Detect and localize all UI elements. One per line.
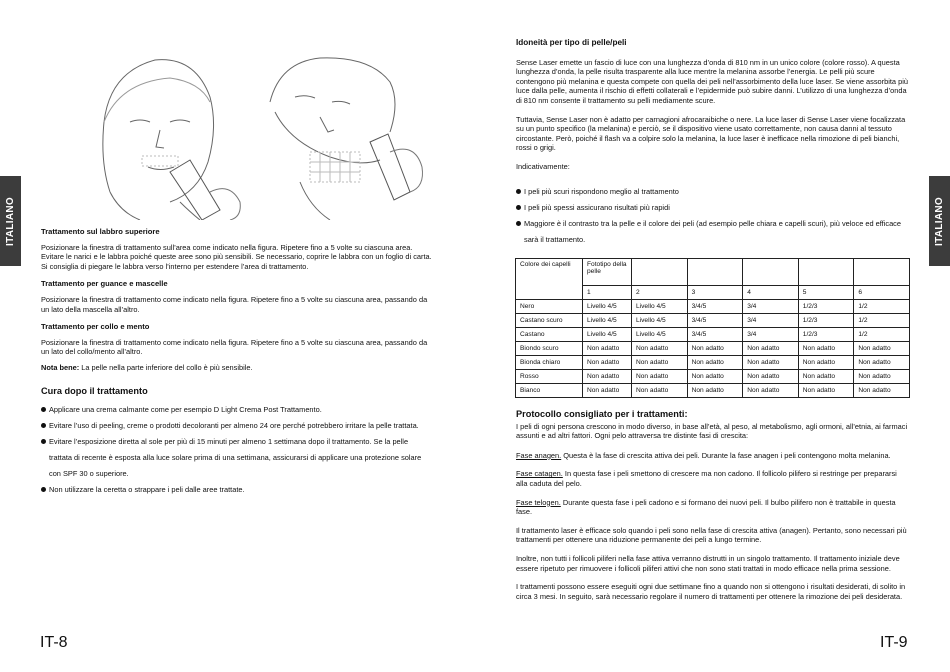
section-neck-chin — [41, 322, 433, 357]
suitability-cell: Non adatto — [632, 370, 688, 384]
phototype-cell: 1 — [583, 286, 632, 300]
table-row — [516, 300, 910, 314]
section-heading: Trattamento per guance e mascelle — [41, 279, 168, 289]
table-row — [516, 328, 910, 342]
phase-telogen — [516, 498, 908, 517]
section-text: Posizionare la finestra di trattamento come indicato nella figura. Ripetere fino a 5 volte su ciascuna area, passando da un lato della mascella all’altro. — [41, 294, 428, 314]
suitability-cell: 3/4 — [743, 314, 799, 328]
section-text: Posizionare la finestra di trattamento sull’area come indicato nella figura. Ripetere fino a 5 volte su ciascuna area. Evitare le narici e le labbra poiché queste aree sono più sensibili. Se necessario, coprire le labbra con un foglio di carta. Si consiglia di piegare le labbra verso l’interno per estendere l’area di trattamento. — [41, 242, 432, 271]
protocol-heading: Protocollo consigliato per i trattamenti: — [516, 409, 688, 419]
suitability-cell: Non adatto — [798, 356, 854, 370]
suitability-cell: 1/2 — [854, 300, 910, 314]
suitability-cell: Non adatto — [854, 370, 910, 384]
language-tab-label: ITALIANO — [5, 196, 16, 246]
suitability-cell: Non adatto — [687, 384, 743, 398]
hair-color-cell: Nero — [516, 300, 583, 314]
suitability-section — [516, 38, 908, 248]
suitability-cell: Non adatto — [632, 342, 688, 356]
hair-color-cell: Castano scuro — [516, 314, 583, 328]
suitability-cell: Livello 4/5 — [583, 300, 632, 314]
phase-text: In questa fase i peli smettono di crescere ma non cadono. Il follicolo pilifero si restringe per prepararsi alla caduta del pelo. — [516, 469, 897, 488]
section-cheeks-jaw — [41, 279, 433, 314]
suitability-cell: Non adatto — [583, 370, 632, 384]
list-item: Non utilizzare la ceretta o strappare i peli dalle aree trattate. — [41, 482, 433, 498]
phototype-cell: 6 — [854, 286, 910, 300]
table-row — [516, 356, 910, 370]
suitability-cell: Non adatto — [743, 356, 799, 370]
intro-paragraph: Indicativamente: — [516, 161, 570, 171]
phase-anagen — [516, 451, 908, 461]
protocol-intro: I peli di ogni persona crescono in modo diverso, in base all’età, al peso, al metabolismo, agli ormoni, all’etnia, ai farmaci assunti e ad altri fattori. Ogni pelo attraversa tre distinte fasi di crescita: — [516, 421, 908, 441]
suitability-cell: 1/2 — [854, 314, 910, 328]
suitability-cell: 1/2/3 — [798, 300, 854, 314]
page-number-left: IT-8 — [40, 634, 68, 651]
left-text-column — [41, 227, 433, 498]
list-item: Applicare una crema calmante come per esempio D Light Crema Post Trattamento. — [41, 402, 433, 418]
hair-color-cell: Rosso — [516, 370, 583, 384]
language-tab-right — [929, 176, 950, 266]
suitability-cell: Non adatto — [743, 342, 799, 356]
phototype-cell: 4 — [743, 286, 799, 300]
phase-name: Fase catagen. — [516, 469, 563, 479]
suitability-cell: Non adatto — [687, 342, 743, 356]
suitability-cell: 3/4/5 — [687, 300, 743, 314]
suitability-cell: 3/4 — [743, 300, 799, 314]
suitability-cell: Non adatto — [743, 384, 799, 398]
phototype-header: Fototipo della pelle — [583, 259, 632, 286]
suitability-cell: Livello 4/5 — [632, 314, 688, 328]
language-tab-label: ITALIANO — [934, 196, 945, 246]
hair-color-cell: Bianco — [516, 384, 583, 398]
list-item: Evitare l’esposizione diretta al sole per più di 15 minuti per almeno 1 settimana dopo il trattamento. Se la pelle trattata di recente è esposta alla luce solare prima di una settimana, assicurarsi di applicare una protezione solare con SPF 30 o superiore. — [41, 434, 433, 482]
suitability-table — [515, 258, 910, 398]
suitability-cell: 1/2/3 — [798, 314, 854, 328]
phototype-cell: 3 — [687, 286, 743, 300]
page-number-right: IT-9 — [880, 634, 908, 651]
suitability-cell: Non adatto — [798, 370, 854, 384]
suitability-cell: 3/4 — [743, 328, 799, 342]
note-label: Nota bene: — [41, 362, 80, 372]
suitability-cell: Non adatto — [687, 370, 743, 384]
suitability-cell: Non adatto — [854, 342, 910, 356]
table-row — [516, 384, 910, 398]
suitability-cell: Non adatto — [687, 356, 743, 370]
suitability-cell: 1/2/3 — [798, 328, 854, 342]
table-row — [516, 370, 910, 384]
suitability-cell: Livello 4/5 — [583, 314, 632, 328]
table-row — [516, 342, 910, 356]
hair-color-cell: Castano — [516, 328, 583, 342]
suitability-cell: Non adatto — [583, 356, 632, 370]
face-treatment-illustration — [70, 42, 430, 220]
note-text: La pelle nella parte inferiore del collo è più sensibile. — [79, 362, 253, 372]
suitability-cell: Non adatto — [743, 370, 799, 384]
note — [41, 363, 433, 373]
language-tab-left — [0, 176, 21, 266]
intro-paragraph: Tuttavia, Sense Laser non è adatto per carnagioni afrocaraibiche o nere. La luce laser di Sense Laser viene focalizzata su un punto specifico (la melanina) e perciò, se il dispositivo viene usato correttamente, non causa danni al tessuto circostante. Però, poiché il flash va a colpire solo la melanina, la luce laser è inefficace nella rimozione di peli bianchi, rossi o grigi. — [516, 114, 906, 153]
phototype-cell: 5 — [798, 286, 854, 300]
phase-text: Durante questa fase i peli cadono e si formano dei nuovi peli. Il bulbo pilifero non è trattabile in questa fase. — [516, 497, 896, 517]
aftercare-list — [41, 402, 433, 498]
suitability-cell: Non adatto — [854, 356, 910, 370]
suitability-cell: Non adatto — [854, 384, 910, 398]
suitability-cell: Non adatto — [632, 384, 688, 398]
hair-color-cell: Bionda chiaro — [516, 356, 583, 370]
suitability-cell: Livello 4/5 — [632, 328, 688, 342]
section-heading: Trattamento per collo e mento — [41, 322, 150, 332]
closing-paragraph: Il trattamento laser è efficace solo quando i peli sono nella fase di crescita attiva (anagen). Pertanto, sono necessari più trattamenti per ottenere una riduzione permanente dei peli a lungo termine. — [516, 525, 907, 545]
phase-name: Fase telogen. — [516, 497, 561, 507]
table-body — [516, 300, 910, 398]
closing-paragraph: I trattamenti possono essere eseguiti ogni due settimane fino a quando non si ottengono i risultati desiderati, di solito in circa 3 mesi. In seguito, sarà necessario regolare il numero di trattamenti per ottenere la rimozione dei peli desiderata. — [516, 582, 906, 601]
intro-paragraph: Sense Laser emette un fascio di luce con una lunghezza d’onda di 810 nm in un unico colore (colore rosso). A questa lunghezza d’onda, la pelle risulta trasparente alla luce mentre la melanina assorbe l’energia. Le pelli più scure contengono più melanina e questa compete con quella dei peli nell’assorbimento della luce laser. Se viene assorbita più luce dalla pelle, aumenta il rischio di effetti collaterali e l’epidermide può subire danni. L’utilizzo di una lunghezza d’onda di 810 nm consente il trattamento su pelli mediamente scure. — [516, 57, 908, 105]
hair-color-header: Colore dei capelli — [516, 259, 583, 300]
suitability-cell: Non adatto — [583, 384, 632, 398]
phase-text: Questa è la fase di crescita attiva dei peli. Durante la fase anagen i peli contengono molta melanina. — [561, 450, 891, 460]
suitability-cell: 1/2 — [854, 328, 910, 342]
list-item: I peli più scuri rispondono meglio al trattamento — [516, 184, 908, 200]
suitability-cell: 3/4/5 — [687, 314, 743, 328]
section-text: Posizionare la finestra di trattamento come indicato nella figura. Ripetere fino a 5 volte su ciascuna area, passando da un lato del collo/mento all’altro. — [41, 337, 428, 357]
protocol-section — [516, 410, 908, 606]
suitability-cell: 3/4/5 — [687, 328, 743, 342]
suitability-cell: Non adatto — [798, 342, 854, 356]
suitability-cell: Non adatto — [632, 356, 688, 370]
suitability-cell: Non adatto — [798, 384, 854, 398]
hair-color-cell: Biondo scuro — [516, 342, 583, 356]
indicative-list — [516, 184, 908, 248]
table-header-row — [516, 259, 910, 286]
suitability-cell: Non adatto — [583, 342, 632, 356]
suitability-cell: Livello 4/5 — [583, 328, 632, 342]
section-heading: Trattamento sul labbro superiore — [41, 227, 160, 236]
closing-paragraph: Inoltre, non tutti i follicoli piliferi nella fase attiva verranno distrutti in un singolo trattamento. Il trattamento iniziale deve essere ripetuto per rimuovere i follicoli piliferi attivi che non sono stati trattati in modo efficace nella prima sessione. — [516, 553, 900, 573]
phototype-cell: 2 — [632, 286, 688, 300]
suitability-cell: Livello 4/5 — [632, 300, 688, 314]
list-item: Maggiore è il contrasto tra la pelle e il colore dei peli (ad esempio pelle chiara e capelli scuri), più veloce ed efficace sarà il trattamento. — [516, 216, 908, 248]
list-item: I peli più spessi assicurano risultati più rapidi — [516, 200, 908, 216]
phase-name: Fase anagen. — [516, 450, 562, 460]
table-row — [516, 314, 910, 328]
suitability-heading: Idoneità per tipo di pelle/peli — [516, 38, 627, 47]
aftercare-heading: Cura dopo il trattamento — [41, 385, 148, 396]
phase-catagen — [516, 469, 908, 488]
section-upper-lip — [41, 227, 433, 271]
list-item: Evitare l’uso di peeling, creme o prodotti decoloranti per almeno 24 ore perché potrebbero irritare la pelle trattata. — [41, 418, 433, 434]
